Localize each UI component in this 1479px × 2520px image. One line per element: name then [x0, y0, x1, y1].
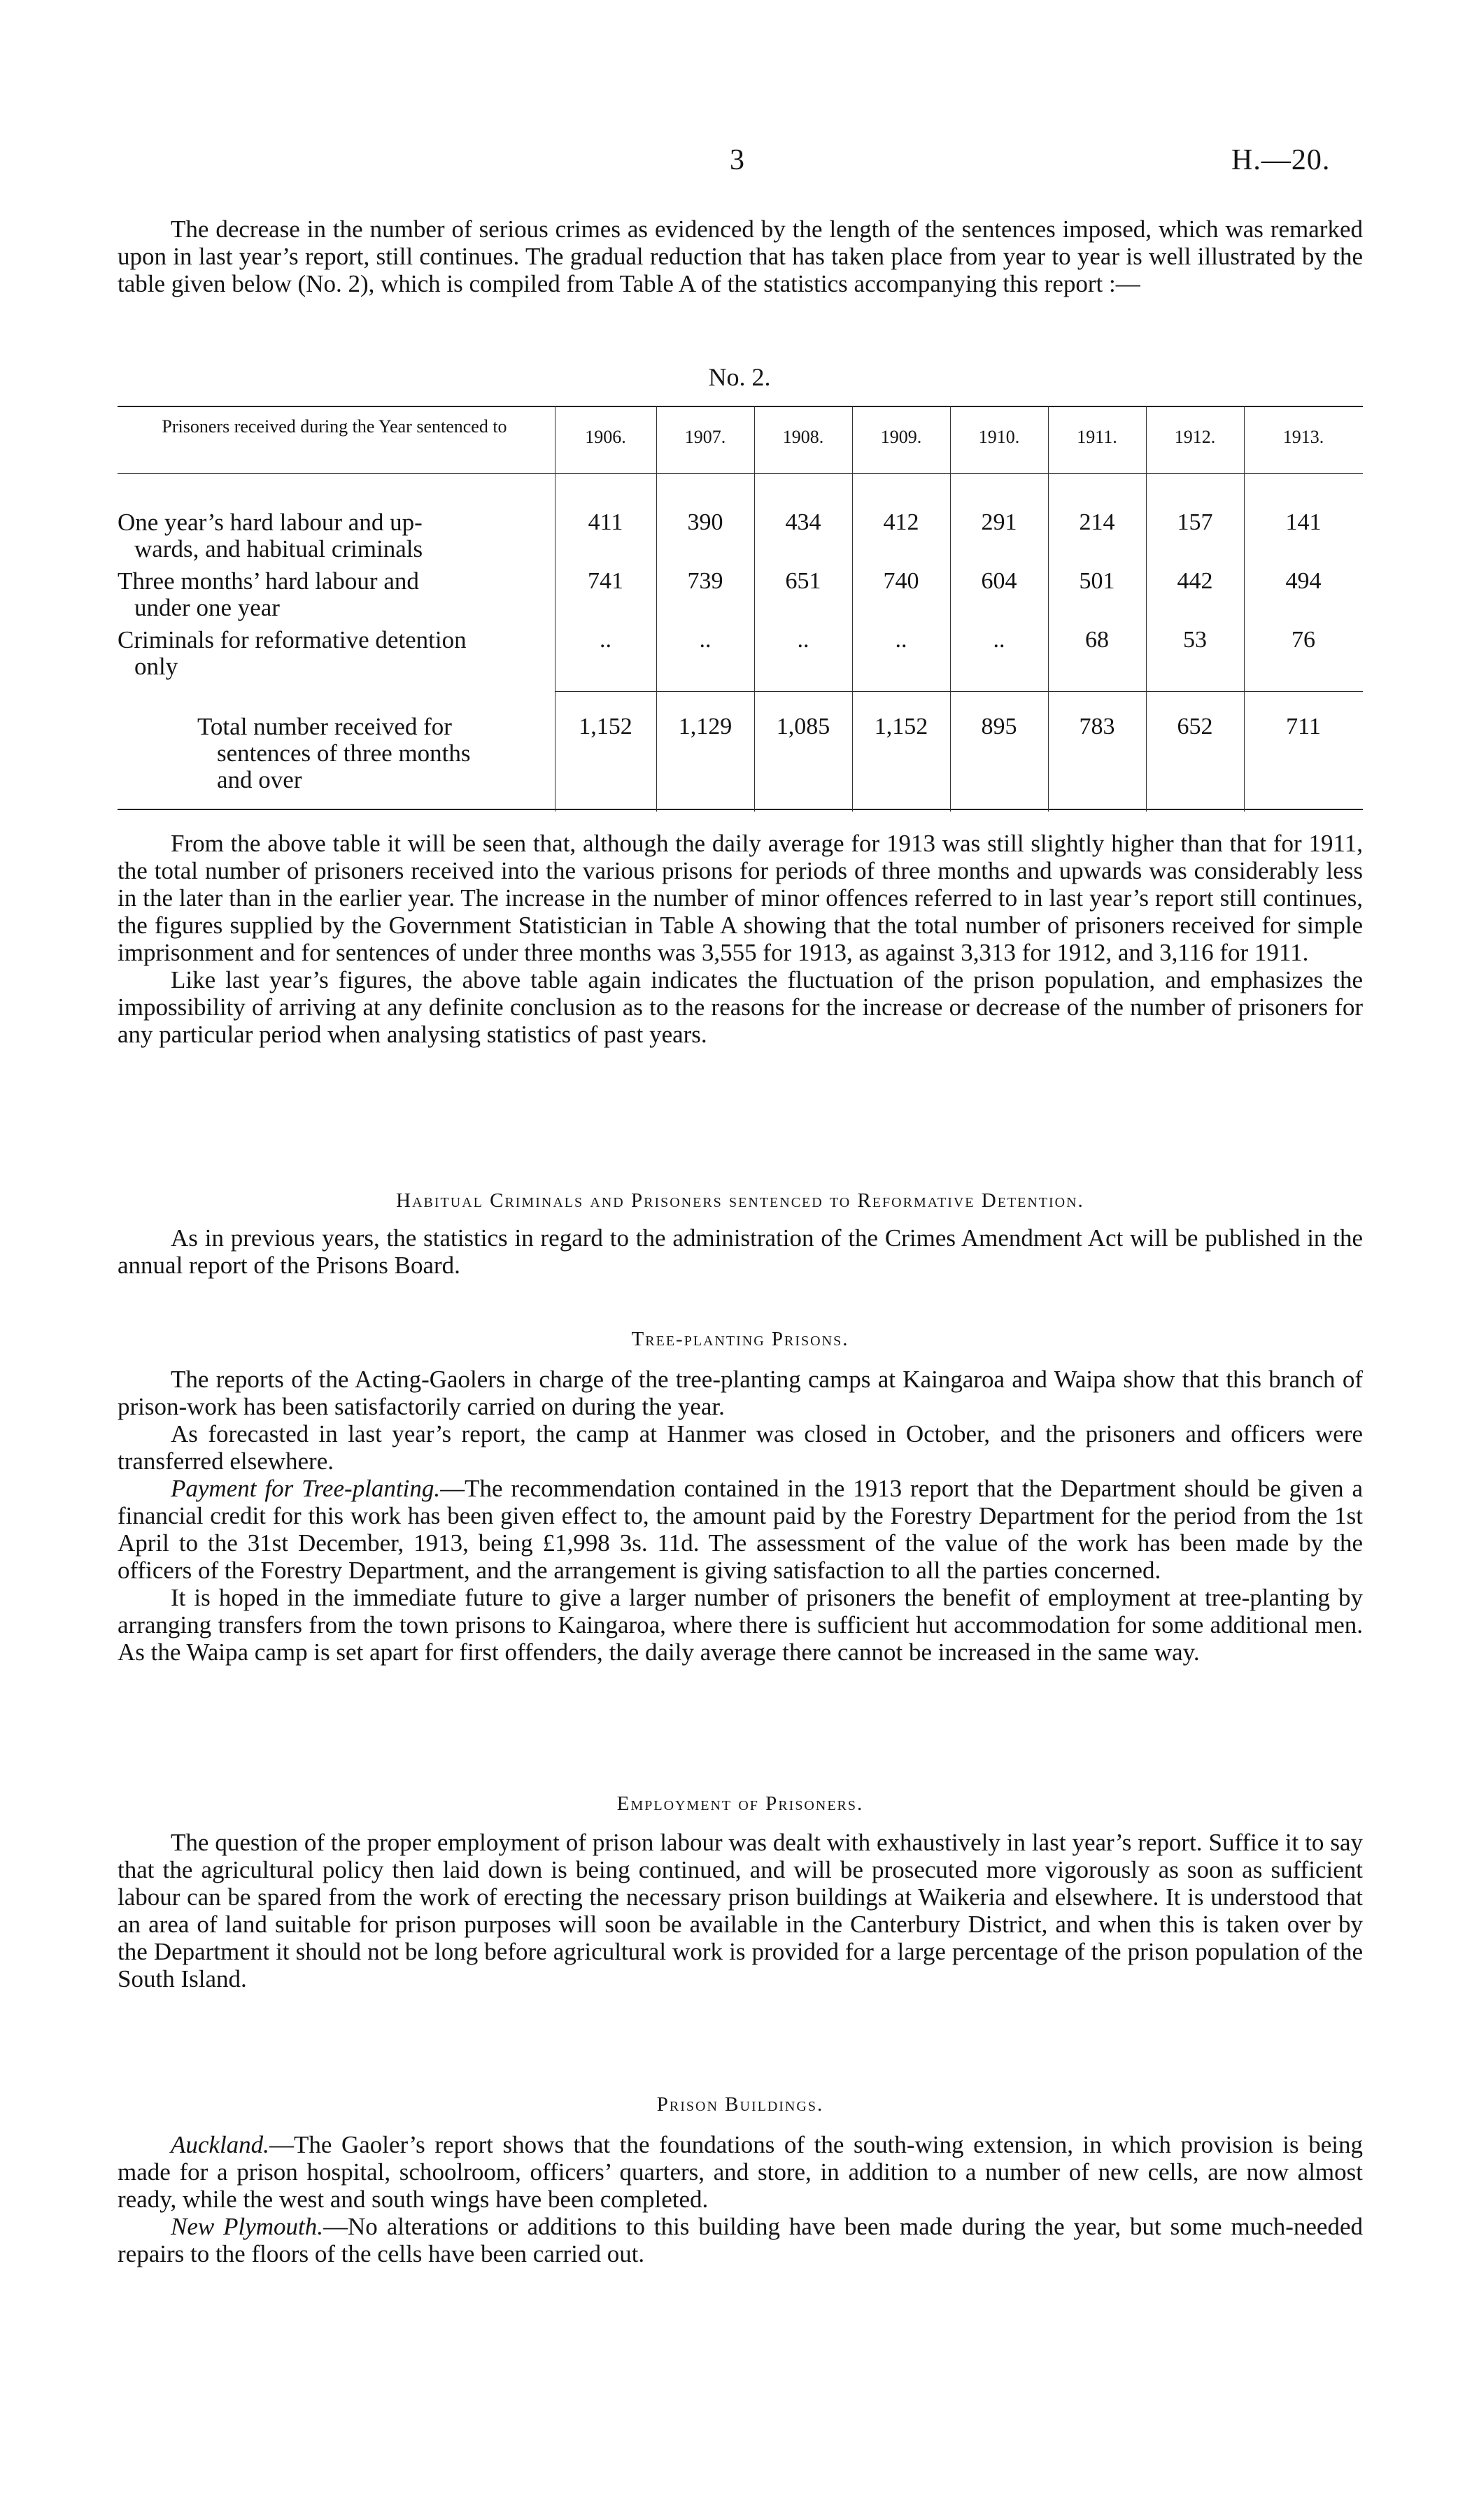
- row-label-line: sentences of three months: [217, 739, 471, 767]
- table-cell: 291: [981, 509, 1017, 535]
- table-cell: 53: [1183, 627, 1207, 653]
- row-label-line: only: [134, 653, 178, 680]
- page-number: 3: [730, 144, 744, 176]
- table-cell: 652: [1177, 714, 1213, 739]
- row-label-line: Total number received for: [197, 713, 452, 740]
- table-cell: 494: [1285, 568, 1322, 594]
- year-header: 1910.: [978, 427, 1020, 447]
- table-cell: ..: [600, 627, 611, 653]
- tree-italic-lead: Payment for Tree-planting.: [171, 1475, 441, 1502]
- tree-paragraph: The reports of the Acting-Gaolers in charge of the tree-planting camps at Kaingaroa and Waipa show that this branch of prison-work has been satisfactorily carried on during the year.: [118, 1366, 1363, 1420]
- buildings-section: [118, 2131, 1363, 2267]
- table-cell: 76: [1292, 627, 1315, 653]
- tree-planting-section: [118, 1366, 1363, 1666]
- table-cell: ..: [699, 627, 712, 653]
- section-heading-buildings: Prison Buildings.: [656, 2093, 824, 2116]
- table-cell: 783: [1079, 714, 1115, 739]
- total-row-label: [197, 714, 547, 793]
- buildings-italic-lead: New Plymouth.: [171, 2213, 324, 2240]
- table-cell: 141: [1285, 509, 1322, 535]
- buildings-paragraph-text: —The Gaoler’s report shows that the foundations of the south-wing extension, in which provision is being made for a prison hospital, schoolroom, officers’ quarters, and store, in addition to a number of new cells, are now almost ready, while the west and south wings have been completed.: [118, 2131, 1363, 2213]
- row-label-line: Criminals for reformative detention: [118, 626, 467, 653]
- row-label-line: wards, and habitual criminals: [134, 535, 423, 562]
- table-cell: 651: [785, 568, 821, 594]
- section-heading-tree-planting: Tree-planting Prisons.: [631, 1328, 849, 1350]
- row-label-line: Three months’ hard labour and: [118, 567, 419, 595]
- table-header-rule: [118, 473, 1363, 474]
- table-cell: 411: [588, 509, 623, 535]
- year-header: 1911.: [1077, 427, 1117, 447]
- after-table-paragraph: Like last year’s figures, the above table again indicates the fluctuation of the prison population, and emphasizes the impossibility of arriving at any definite conclusion as to the reasons for the increase or decrease of the number of prisoners for any particular period when analysing statistics of past years.: [118, 966, 1363, 1048]
- table-cell: 1,129: [678, 714, 733, 739]
- table-cell: 740: [883, 568, 919, 594]
- table-cell: 412: [883, 509, 919, 535]
- table-cell: 741: [588, 568, 623, 594]
- document-reference: H.—20.: [1231, 144, 1331, 176]
- table-top-rule: [118, 406, 1363, 407]
- year-header: 1908.: [782, 427, 824, 447]
- year-header: 1906.: [585, 427, 626, 447]
- col-divider: [656, 406, 657, 812]
- table-cell: ..: [993, 627, 1005, 653]
- table-cell: ..: [895, 627, 907, 653]
- col-divider: [950, 406, 951, 812]
- employment-section: [118, 1829, 1363, 1992]
- year-header: 1912.: [1174, 427, 1216, 447]
- tree-paragraph: It is hoped in the immediate future to give a larger number of prisoners the benefit of employment at tree-planting by arranging transfers from the town prisons to Kaingaroa, where there is sufficient hut accommodation for some additional men. As the Waipa camp is set apart for first offenders, the daily average there cannot be increased in the same way.: [118, 1584, 1363, 1666]
- table-cell: 711: [1286, 714, 1321, 739]
- habitual-paragraph: As in previous years, the statistics in regard to the administration of the Crimes Amendment Act will be published in the annual report of the Prisons Board.: [118, 1224, 1363, 1279]
- table-title: No. 2.: [708, 363, 771, 391]
- intro-text: The decrease in the number of serious crimes as evidenced by the length of the sentences imposed, which was remarked upon in last year’s report, still continues. The gradual reduction that has taken place from year to year is well illustrated by the table given below (No. 2), which is compiled from Table A of the statistics accompanying this report :—: [118, 215, 1363, 297]
- table-row-label: [118, 568, 537, 621]
- employment-paragraph: The question of the proper employment of prison labour was dealt with exhaustively in last year’s report. Suffice it to say that the agricultural policy then laid down is being continued, and will be prosecuted more vigorously as soon as sufficient labour can be spared from the work of erecting the necessary prison buildings at Waikeria and elsewhere. It is understood that an area of land suitable for prison purposes will soon be available in the Canterbury District, and when this is taken over by the Department it should not be long before agricultural work is provided for a large percentage of the prison population of the South Island.: [118, 1829, 1363, 1992]
- buildings-paragraph: [118, 2213, 1363, 2267]
- habitual-section: [118, 1224, 1363, 1279]
- table-cell: 68: [1085, 627, 1109, 653]
- buildings-paragraph-text: —No alterations or additions to this building have been made during the year, but some much-needed repairs to the floors of the cells have been carried out.: [118, 2213, 1363, 2267]
- tree-paragraph: As forecasted in last year’s report, the camp at Hanmer was closed in October, and the prisoners and officers were transferred elsewhere.: [118, 1420, 1363, 1475]
- after-table-paragraph: From the above table it will be seen that, although the daily average for 1913 was still slightly higher than that for 1911, the total number of prisoners received into the various prisons for periods of three months and upwards was considerably less in the later than in the earlier year. The increase in the number of minor offences referred to in last year’s report still continues, the figures supplied by the Government Statistician in Table A showing that the total number of prisoners received for simple imprisonment and for sentences of under three months was 3,555 for 1913, as against 3,313 for 1912, and 3,116 for 1911.: [118, 830, 1363, 966]
- col-divider: [1146, 406, 1147, 812]
- table-cell: 1,085: [776, 714, 830, 739]
- year-header: 1907.: [684, 427, 726, 447]
- year-header: 1913.: [1282, 427, 1324, 447]
- buildings-paragraph: [118, 2131, 1363, 2213]
- col-divider: [1244, 406, 1245, 812]
- table-cell: 604: [981, 568, 1017, 594]
- table-cell: 390: [687, 509, 723, 535]
- table-row-label: [118, 509, 537, 562]
- row-label-line: and over: [217, 766, 302, 793]
- table-cell: 442: [1177, 568, 1213, 594]
- table-bottom-rule: [118, 809, 1363, 810]
- after-table-section: [118, 830, 1363, 1048]
- col-divider: [754, 406, 755, 812]
- table-cell: 895: [981, 714, 1017, 739]
- col-divider: [1048, 406, 1049, 812]
- sentences-table: [118, 406, 1363, 812]
- table-cell: 157: [1177, 509, 1213, 535]
- table-cell: ..: [797, 627, 809, 653]
- table-cell: 739: [687, 568, 723, 594]
- table-cell: 1,152: [579, 714, 632, 739]
- year-header: 1909.: [880, 427, 922, 447]
- tree-paragraph: [118, 1475, 1363, 1584]
- table-total-rule: [555, 691, 1363, 692]
- table-cell: 214: [1079, 509, 1115, 535]
- stub-header: Prisoners received during the Year sentenced to: [162, 416, 507, 437]
- section-heading-habitual: Habitual Criminals and Prisoners sentenced to Reformative Detention.: [396, 1189, 1084, 1212]
- buildings-italic-lead: Auckland.: [171, 2131, 269, 2158]
- section-heading-employment: Employment of Prisoners.: [616, 1792, 864, 1815]
- row-label-line: under one year: [134, 594, 280, 621]
- table-cell: 501: [1079, 568, 1115, 594]
- table-cell: 434: [785, 509, 821, 535]
- tree-paragraph-text: —The recommendation contained in the 1913 report that the Department should be given a financial credit for this work has been given effect to, the amount paid by the Forestry Department for the period from the 1st April to the 31st December, 1913, being £1,998 3s. 11d. The assessment of the value of the work has been made by the officers of the Forestry Department, and the arrangement is giving satisfaction to all the parties concerned.: [118, 1475, 1363, 1584]
- row-label-line: One year’s hard labour and up-: [118, 509, 423, 536]
- table-row-label: [118, 627, 537, 680]
- table-cell: 1,152: [874, 714, 928, 739]
- col-divider: [852, 406, 853, 812]
- intro-paragraph: [118, 215, 1363, 297]
